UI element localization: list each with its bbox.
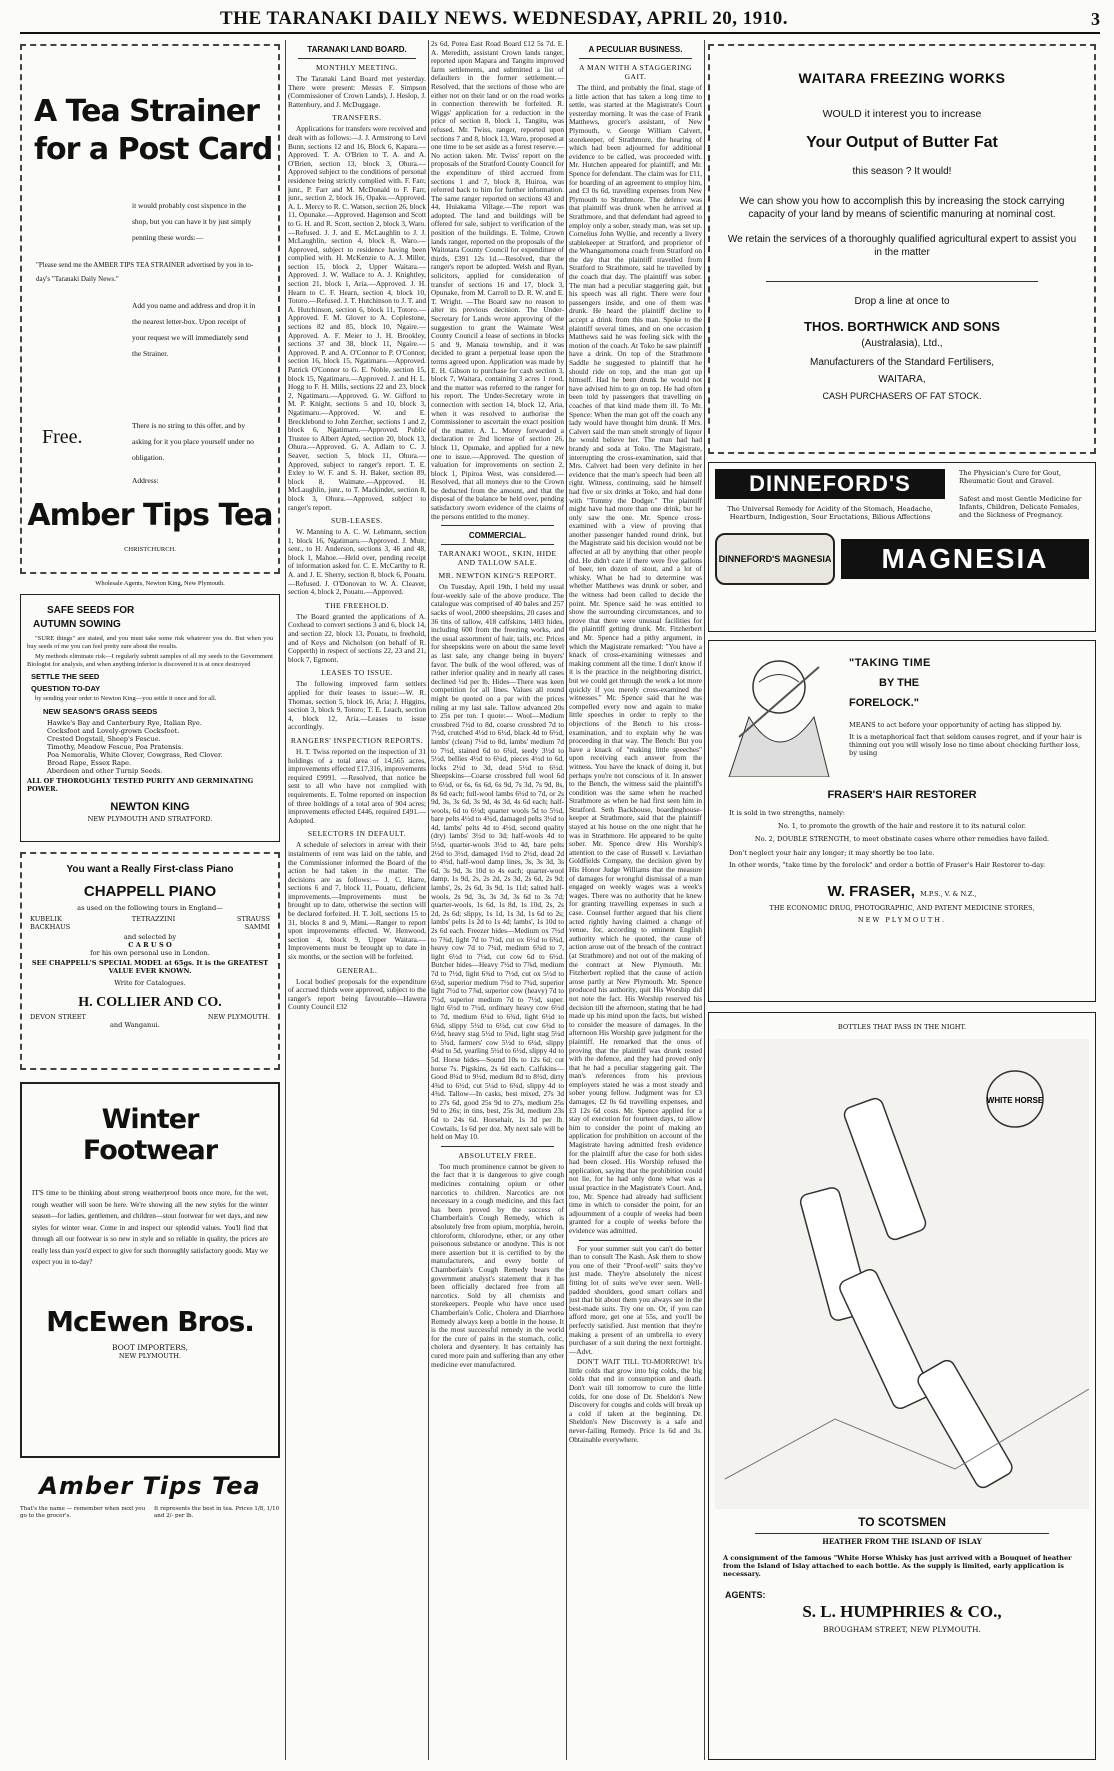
land-board-subleases: SUB-LEASES. <box>331 516 383 526</box>
fraser-p3: It is sold in two strengths, namely: <box>729 809 845 817</box>
masthead <box>20 6 1100 34</box>
tea-lead: it would probably cost sixpence in the shop, but you can have it by just simply penning these words:— <box>132 201 252 242</box>
tea-brand: Amber Tips Tea <box>27 498 273 533</box>
fraser-s2: No. 2, DOUBLE STRENGTH, to meet obstinate cases where other remedies have failed. <box>754 835 1050 843</box>
fraser-city: NEW PLYMOUTH. <box>857 916 947 924</box>
tea-city: CHRISTCHURCH. <box>124 546 176 553</box>
wool-sub: MR. NEWTON KING'S REPORT. <box>438 571 557 581</box>
amber-tips-strip <box>20 1472 280 1532</box>
bottle-icon <box>715 533 835 585</box>
sheldon-advt: DON'T WAIT TILL TO-MORROW! It's little colds that grow into big colds, the big colds that end in consumption and death. Don't wait till tomorrow to cure the little colds, for one dose of Dr. Sheldon's New Discovery for coughs and colds will break up a cold if taken at the beginning. Dr. Sheldon's New Discovery is a safe and never-failing Remedy. Price 1s 6d and 3s. Obtainable everywhere. <box>569 1357 702 1444</box>
footwear-brand: McEwen Bros. <box>46 1304 254 1338</box>
artist: SAMMI <box>244 923 270 931</box>
freezing-firm2: (Australasia), Ltd., <box>861 338 943 349</box>
whisky-body: A consignment of the famous "White Horse Whisky has just arrived with a Bouquet of heather from the Island of Islay attached to each bottle. As the supply is limited, early application is necessary. <box>723 1554 1072 1578</box>
land-board-default: SELECTORS IN DEFAULT. <box>307 829 407 839</box>
whisky-address: BROUGHAM STREET, NEW PLYMOUTH. <box>823 1625 981 1634</box>
wool-report: On Tuesday, April 19th, I held my usual four-weekly sale of the above produce. The catalogue was comprised of 40 bales and 257 sacks of wool, 2000 sheepskins, 20 cases and 36 tins of tallow, 418 calfskins, 1403 hides, including 600 from the freezing works, and the usual assortment of hair, tails, etc. Prices for sheepskins were on about the same level as last sale, any change being in buyers' favor. The bulk of the wool offered, was of rather inferior quality and in nearly all cases declined ½d per lb. Hides—There was keen competition for all lines. Values all round might be quoted on a par with the prices ruling at my last sale. Tallow advanced 20s to 25s per ton. I quote:— Wool—Medium crossbred 7½d to 8d, coarse crossbred 7d to 7½d, crutched 4½d to 6½d, black 4d to 6½d, lambs' (clean) 7½d to 8d, lambs' medium 7d to 7½d, stained 6d to 6¾d, seedy 3½d to 5½d, bellies 4½d to 6¼d, pieces 4½d to 6d, locks 2½d to 3d, dead 5½d to 6½d. Sheepskins—Coarse crossbred full wool 6d to 6½d, or 6s, 6s 6d, 6s 9d, 7s 3d, 7s 9d, 8s, 8s 6d each; full-wool lambs 6½d to 7d, or 2s 9d, 3s, 3s 6d, 3s 9d, 4s 3d, 4s 6d each; half-wools, 6d to 6½d; quarter wools 5d to 5½d, bare pelts 4½d to 4¾d, damaged pelts 3½d to 4d, lambs' pelts 4d to 4½d, second quality (dry) lambs' 3½d to 3d; half-wools 4d to 5½d, quarter-wools 3½d to 4d, bare pelts 2½d to 3½d, damaged 1½d to 2½d, dead 2d to 4½d, half-wool damp lines, 3s, 3s 3d, 3s 6d, 3s 9d, 3s 10d to 4s each; quarter-wool damp, 1s 9d, 2s, 2s 2d, 2s 3d, 2s 6d, 2s 9d; lambs', 2s, 2s 6d, 3s 9d, 1s 11d; salted half-wools, 2s 9d, 3s, 3s 3d, 3s 6d to 3s 7d; quarter-wools, 1s 6d, 1s 8d, 1s 10d, 2s, 2s 2d, 2s 6d; slippy, 1s 1d, 1s 3d, 1s 6d to 2s; lambs' pelts 1s 2d to 1s 4d; lambs', 1s 10d to 2s 6d each. Freezer hides—Medium ox 7½d to 7¾d, light 7d to 7½d, cut ox 6½d to 6¾d, heavy cow 7d to 7¼d, medium 6¾d to 7, light 6½d to 7¼d, cut cow 6d to 6½d. Butcher hides—Heavy 7½d to 7⅞d, medium 7d to 7½d, light 6¾d to 7½d, cut ox 5½d to 6½d, superior medium 7½d to 7¾d, superior light 7½d to 7⅞d, superior cow (heavy) 7d to 7½d, superior medium 7d to 7½d, super. light 6½d to 7½d, ordinary heavy cow 6½d to 7d, medium 6¼d to 6¾d, light 6½d to 6¾d, slippy 5½d to 6½d, cut cow 6¾d to 6½d, heavy stag 5½d to 5¾d, light stag 5¼d to 5¾d, farmers' cow 5½d to 6¼d, slippy 4¼d to 5d, yearling 5½d to 6½d, slippy 4d to 5d. Horse hides—Sound 10s to 12s 6d; cut horse 7s. Pigskins, 2s 6d each. Calfskins—Good 8¼d to 9½d, medium 8d to 8½d, dirty 4¾d to 6½d, cut 5¼d to 6¾d, slippy 4d to 4¾d. Tallow—In casks, best mixed, 27s 3d to 27s 6d, good 25s 9d to 27s, medium 25s 9d to 26s; in tins, best, 25s 3d, medium 23s 6d to 24s 6d. Horsehair, 1s 3d per lb. Cowtails, 1s 6d per doz. My next sale will be held on May 10. <box>431 582 564 1142</box>
free-body: Too much prominence cannot be given to the fact that it is dangerous to give cough medicines containing opium or other narcotics to children. Narcotics are not necessary in a cough medicine, and this fact has been proved by the success of Chamberlain's Cough Remedy, which is absolutely free from opium, morphia, heroin, chloroform, chlorodyne, ether, or any other poisonous substance or anodyne. This is not mere assertion but it is certified to by the manufacturers, and every bottle of Chamberlain's Cough Remedy bears the government analyst's statement that it has been officially declared free from all narcotics. Sold by all chemists and storekeepers. People who have once used Chamberlain's Colic, Cholera and Diarrhoea Remedy always keep a bottle in the house. It is the most successful remedy in the world for the cure of pains in the stomach, colic, cholera and dysentery. It has certainly has cured more pain and suffering than any other medicine ever manufactured. <box>431 1161 564 1369</box>
piano-artists <box>30 915 270 931</box>
land-board-cont-p1: 2s 6d, Potea East Road Board £12 5s 7d. E. A. Meredith, assistant Crown lands ranger, reported upon Mapara and Tangitu improved farm settlements, and submitted a list of defaulters in the former settlement.—Resolved, that the sections of those who are either not on their land or on the road works in connection therewith be forfeited. R. Wiggs' application for a reduction in the price of section 8, block 1, Tangitu, was refused. Mr. Twiss, ranger, reported upon sections 7 and 8, block 13, Waro, proposed at one time to be set aside as a forest reserve.—No action taken. Mr. Twiss' report on the proposals of the Stratford County Council for the expenditure of third accrued from sections 1 and 7, block 8, Huiroa, was referred back to him for further information. The same ranger reported on sections 43 and 44, Huiakama Village.—The report was adopted. The land and buildings will be offered for sale, subject to verification of the position of the buildings. E. Tolme, Crown lands ranger, reported on the proposals of the Waitotara County Council for expenditure of thirds, £391 12s 1d.—Resolved, that the ranger's report be adopted. Welsh and Ryan, solicitors, applied for consideration of transfer of sections 16 and 17, block 3, Opunake, from M. Carroll to D. R. W. and E. T. Wright. —The Board saw no reason to alter its previous decision. The Under-Secretary for Lands wrote approving of the suggestion to grant the Waimate West County Council a lease of sections in blocks 5 and 9, Manaia township, and it was decided to grant a perpetual lease upon the terms agreed upon. Application was made by E. H. Gibson to purchase for cash section 3, block 7, Waitara, containing 3 acres 1 rood, and the matter was referred to the ranger for his report. The Under-Secretary wrote in connection with section 14, block 12, Aria, when it was resolved to authorise the Commissioner to ascertain the exact position of the matter. A. L. Morey forwarded a declaration re 2nd license of section 26, block 11, Opunake, and applied for a new one to issue.—Approved. The question of valuation for improvements on section 2, block 1, Pipiroa West, was considered.—Resolved, that all moneys due to the Crown be deducted from the amount, and that the disposal of the balance be held over, pending satisfactory sworn evidence of the claims of the persons entitled to the money. <box>431 40 564 521</box>
land-board-sub: MONTHLY MEETING. <box>316 63 398 72</box>
footwear-headline: Winter Footwear <box>82 1104 218 1166</box>
freezing-q1: WOULD it interest you to increase <box>822 108 982 120</box>
piano-city: NEW PLYMOUTH. <box>207 1013 270 1021</box>
seeds-ad <box>20 594 280 842</box>
fraser-product: FRASER'S HAIR RESTORER <box>827 789 977 801</box>
flying-bottles-icon <box>715 1039 1089 1509</box>
freezing-q2: Your Output of Butter Fat <box>806 134 998 151</box>
dinneford-right-top: The Physician's Cure for Gout, Rheumatic Gout and Gravel. <box>959 469 1062 485</box>
dinneford-magnesia: MAGNESIA <box>841 539 1089 579</box>
land-board-p5: The following improved farm settlers applied for their leases to issue:—W. R. Thomas, section 5, block 16, Aria; J. Higgins, section 3, block 9, Totoro; T. E. Leach, section 4, block 12, Aria.—Leases to issue accordingly. <box>288 679 426 732</box>
piano-used: as used on the following tours in England— <box>77 904 223 912</box>
seeds-brand: NEWTON KING <box>110 801 190 813</box>
dinneford-left-text: The Universal Remedy for Acidity of the Stomach, Headache, Heartburn, Indigestion, Sour Eructations, Bilious Affections <box>727 505 933 521</box>
whisky-title: BOTTLES THAT PASS IN THE NIGHT. <box>837 1023 967 1031</box>
dinneford-right-text: Safest and most Gentle Medicine for Infants, Children, Delicate Females, and the Sickness of Pregnancy. <box>959 495 1082 519</box>
seeds-intro: "SURE things" are stated, and you must take some risk whatever you do. But when you buy seeds of me you can feel pretty sure about the results. <box>27 635 273 650</box>
seeds-grass-title: NEW SEASON'S GRASS SEEDS <box>43 707 158 716</box>
fraser-name: W. FRASER, <box>827 883 915 900</box>
fraser-s1: No. 1, to promote the growth of the hair and restore it to its natural color. <box>777 822 1027 830</box>
whisky-heading: TO SCOTSMEN <box>858 1515 946 1529</box>
tea-agents: Wholesale Agents, Newton King, New Plymouth. <box>95 580 225 587</box>
land-board-continued <box>431 40 564 1760</box>
seeds-order: by sending your order to Newton King—you settle it once and for all. <box>35 695 217 702</box>
land-board-title: TARANAKI LAND BOARD. <box>307 45 407 54</box>
piano-see: SEE CHAPPELL'S SPECIAL MODEL at 65gs. It is the GREATEST VALUE EVER KNOWN. <box>31 959 269 975</box>
dinneford-ad <box>708 462 1096 632</box>
piano-branch: and Wanganui. <box>110 1021 160 1029</box>
fraser-p2: It is a metaphorical fact that seldom causes regret, and if your hair is thinning out you will wisely lose no time about checking further loss, by using <box>849 733 1082 757</box>
seeds-method: My methods eliminate risk—I regularly submit samples of all my seeds to the Government Biologist for analysis, and when anything inferior is discovered it is at once destroyed <box>27 653 273 668</box>
seeds-settle-1: SETTLE THE SEED <box>31 672 100 681</box>
freezing-line1: Manufacturers of the Standard Fertilisers, <box>810 357 994 368</box>
footwear-sub: BOOT IMPORTERS, <box>111 1342 189 1352</box>
land-board-p6: H. T. Twiss reported on the inspection of 31 holdings of a total area of 14,565 acres, improvements effected £17,316, improvements required £9991. —Resolved, that notice be sent to all who have not complied with requirements. E. Tolme reported on inspection of three holdings of a total area of 904 acres; improvements effected £446, required £491.—Adopted. <box>288 746 426 825</box>
land-board-p8: Local bodies' proposals for the expenditure of accrued thirds were approved, subject to the ranger's report being favourable—Hawera County Council £32 <box>288 976 426 1012</box>
piano-ad <box>20 852 280 1070</box>
seeds-title-2: AUTUMN SOWING <box>33 619 121 630</box>
fraser-p4: Don't neglect your hair any longer; it may shortly be too late. <box>729 849 935 857</box>
dinneford-brand: DINNEFORD'S <box>715 469 945 499</box>
seeds-quality: ALL OF THOROUGHLY TESTED PURITY AND GERMINATING POWER. <box>27 777 254 793</box>
fraser-slogan-2: BY THE <box>879 677 920 689</box>
seeds-grass-list <box>47 719 273 775</box>
artist: STRAUSS <box>236 915 270 923</box>
fraser-ad <box>708 640 1096 1002</box>
commercial-title: COMMERCIAL. <box>468 531 527 541</box>
land-board-transfers: TRANSFERS. <box>332 113 382 123</box>
land-board-rangers: RANGERS' INSPECTION REPORTS. <box>290 735 424 745</box>
masthead-title: THE TARANAKI DAILY NEWS. WEDNESDAY, APRIL 20, 1910. <box>220 8 789 29</box>
whisky-firm: S. L. HUMPHRIES & CO., <box>802 1602 1002 1621</box>
freezing-drop: Drop a line at once to <box>854 296 950 307</box>
tea-headline-2: for a Post Card <box>34 132 273 167</box>
fraser-store: THE ECONOMIC DRUG, PHOTOGRAPHIC, AND PATENT MEDICINE STORES, <box>769 904 1035 912</box>
fraser-slogan-1: "TAKING TIME <box>849 657 931 669</box>
seeds-title-1: SAFE SEEDS FOR <box>47 605 135 616</box>
grass-item: Broad Rape, Essex Rape. <box>47 759 132 767</box>
amber-strip-left: That's the name — remember when next you go to the grocer's. <box>20 1506 146 1519</box>
piano-selected: and selected by <box>123 933 177 941</box>
grass-item: Poa Nemoralis, White Clover, Cowgrass, Red Clover. <box>47 751 223 759</box>
grass-item: Crested Dogstail, Sheep's Fescue. <box>47 735 161 743</box>
amber-strip-right: It represents the best in tea. Prices 1/8, 1/10 and 2/- per lb. <box>154 1506 280 1519</box>
seeds-settle-2: QUESTION TO-DAY <box>31 684 101 693</box>
piano-title: You want a Really First-class Piano <box>66 864 234 875</box>
tea-headline-1: A Tea Strainer <box>34 94 259 129</box>
wool-title: TARANAKI WOOL, SKIN, HIDE AND TALLOW SALE. <box>438 549 557 568</box>
fraser-quals: M.P.S., V. & N.Z., <box>920 890 977 898</box>
seeds-location: NEW PLYMOUTH AND STRATFORD. <box>87 815 213 823</box>
dinneford-bottle-label: DINNEFORD'S MAGNESIA <box>718 554 832 564</box>
tea-instructions: Add you name and address and drop it in the nearest letter-box. Upon receipt of your request we will immediately send the Strainer. <box>132 301 256 358</box>
tea-free: Free. <box>42 426 83 448</box>
old-man-icon <box>719 647 839 777</box>
tea-address-label: Address: <box>132 476 159 485</box>
land-board-p4: The Board granted the applications of A. Coxhead to convert sections 3 and 6, block 14, and section 22, block 13, Pouatu, to freehold, and of Keys and Nicholson (on behalf of R. Copperth) in respect of sections 22, 23 and 21, block 7, Egmont. <box>288 611 426 664</box>
artist: BACKHAUS <box>30 923 71 931</box>
freezing-title: WAITARA FREEZING WORKS <box>798 70 1006 86</box>
freezing-firm: THOS. BORTHWICK AND SONS <box>804 319 1000 334</box>
fraser-slogan-3: FORELOCK." <box>849 697 919 709</box>
tea-string-note: There is no string to this offer, and by asking for it you place yourself under no obligation. <box>132 421 254 462</box>
piano-caruso: C A R U S O <box>128 941 172 949</box>
free-title: ABSOLUTELY FREE. <box>458 1150 537 1160</box>
amber-strip-brand: Amber Tips Tea <box>39 1472 261 1500</box>
land-board-article <box>288 40 426 1760</box>
whisky-label: WHITE HORSE <box>986 1096 1044 1105</box>
footwear-body: IT'S time to be thinking about strong weatherproof boots once more, for the wet, rough weather will soon be here. We're showing all the new styles for the winter season—for ladies, gentlemen, and children—stout footwear for wet days, and new styles for winter wear. Come in and inspect our splendid values. You'll find that through all our footwear is so new in style and so reliable in quality, the prices are really less than you'd expect to give for such thoroughly satisfactory goods. May we expect you in to-day? <box>32 1189 268 1266</box>
freezing-line2: WAITARA, <box>878 374 926 385</box>
freezing-p2: We retain the services of a thoroughly qualified agricultural expert to assist you in the matter <box>727 234 1077 258</box>
freezing-q3: this season ? It would! <box>852 166 952 177</box>
grass-item: Cocksfoot and Lovely-grown Cocksfoot. <box>47 727 180 735</box>
land-board-p2: Applications for transfers were received and dealt with as follows:—J. J. Armstrong to Levi Bunn, sections 12 and 16, Block 6, Kapara.—Approved. T. A. O'Brien to T. A. and A. O'Brien, section 13, block 3, Ohura.—Approved subject to the conditions of personal residence being strictly complied with. F. Farr, junr., P. Farr and M. McDonald to F. Farr, junr., section 2, block 16, Opaku.—Approved. A. L. Mercy to R. C. Watson, section 26, block 11, Opunake.—Approved. Hagenson and Scott to G. H. and R. Scott, section 2, block 3, Waro.—Refused. J. J. and E. McLaughlin to J. J. McLaughlin, section 4, block 8, Waro.—Approved, subject to residence having been complied with. H. McKenzie to A. J. Miller, section 15, block 2, Upper Waitara.—Approved. J. W. Wallace to A. J. Knightley, section 21, block 1, Aria.—Approved. J. H. Hearn to C. F. Hearn, section 4, block 10, Totoro.—Refused. J. T. Hutchinson to J. T. and A. Hutchinson, section 6, block 11, Totoro.—Approved. F. M. Glover to A. Coplestone, sections 82 and 85, block 10, Ngaire.—Approved. A. F. Meier to J. H. Brookley, sections 37 and 38, block 11, Ngaire.—Approved. P. and A. O'Connor to P. O'Connor, section 16, block 15, Ngatimaru.—Approved. Patrick O'Connor to G. E. Noble, section 15, block 15, Ngatimaru.—Approved. J. and H. L. Hogg to F. H. Mills, sections 22 and 23, block 2, Ngatimaru.—Approved. G. W. Gifford to M. P. Knight, sections 5 and 10, block 3, Ngatimaru.—Approved. W. and E. Brecklebond to John Zercher, sections 1 and 2, block 6, Ngatimaru.—Approved. Public Trustee to Albert Apted, section 20, block 13, Ohura.—Approved. G. A. Adlam to C. J. Seaver, section 5, block 11, Ohura.—Approved, subject to ranger's report. T. E. Exley to W. F. and S. H. Baker, section 89, block 8, Waimate.—Approved. H. McLaughlin, junr., to T. Mackinder, section 8, block 3, Ohura.—Approved, subject to ranger's report. <box>288 124 426 512</box>
land-board-general: GENERAL. <box>336 965 378 975</box>
piano-dealer: H. COLLIER AND CO. <box>78 995 222 1010</box>
artist: TETRAZZINI <box>131 915 176 923</box>
page-number: 3 <box>1091 8 1100 29</box>
piano-write: Write for Catalogues. <box>114 979 186 987</box>
business-sub: A MAN WITH A STAGGERING GAIT. <box>579 63 692 81</box>
fraser-p1: MEANS to act before your opportunity of acting has slipped by. <box>849 721 1062 729</box>
freezing-works-ad <box>708 44 1096 454</box>
grass-item: Timothy, Meadow Fescue, Poa Pratensis. <box>47 743 184 751</box>
tea-quote: "Please send me the AMBER TIPS TEA STRAINER advertised by you in to-day's "Taranaki Daily News." <box>36 261 254 283</box>
land-board-p1: The Taranaki Land Board met yesterday. There were present: Messrs F. Simpson (Commissioner of Crown Lands), J. Heslop, J. Rattenbury, and J. McDuggage. <box>288 74 426 109</box>
grass-item: Hawke's Bay and Canterbury Rye, Italian Rye. <box>47 719 202 727</box>
freezing-p1: We can show you how to accomplish this by increasing the stock carrying capacity of your land by means of scientific manuring at nominal cost. <box>739 196 1065 220</box>
piano-street: DEVON STREET <box>30 1013 86 1021</box>
land-board-p7: A schedule of selectors in arrear with their instalments of rent was laid on the table, and the Commissioner informed the Board of the action he had taken in the matter. The decisions are as follows:— J. C. Harre, sections 6 and 7, block 11, Pouatu, deficient improvements.—Improvements must be brought up to date, otherwise the section will be declared forfeited. H. T. Joll, sections 15 to 31, blocks 8 and 9, Mimi.—Ranger to report upon improvements effected. W. Henwood, section 4, block 9, Upper Waitara.—Improvements must be brought up to date in six months, or the section will be forfeited. <box>288 840 426 962</box>
whisky-sub: HEATHER FROM THE ISLAND OF ISLAY <box>822 1537 982 1546</box>
piano-own-use: for his own personal use in London. <box>90 949 210 957</box>
artist: KUBELIK <box>30 915 62 923</box>
business-body: The third, and probably the final, stage of a little action that has taken a long time to settle, was started at the Magistrate's Court yesterday morning. It was the case of Frank Matthews, grocer's assistant, of New Plymouth, v. George William Calvert, storekeeper, of Strathmore, the hearing of which had been adjourned for additional evidence to be called, was proceeded with. Mr. Hutchen appeared for plaintiff, and Mr. Spence for defendant. The claim was for £11, for boarding of an agreement to employ him, and £3 0s 6d, travelling expenses from New Plymouth to Strathmore. The defence was that plaintiff was drunk when he arrived at Strathmore, and that defendant had agreed to employ only a sober, steady man, was set up. Cornelius John Wyllie, and recently a livery stablekeeper at Stratford, and proprietor of the Whangamomona coach from Stratford on the day that the plaintiff travelled from Stratford to Strathmore, said he travelled by the coach that day. The plaintiff was sober. The man had a peculiar staggering gait, but his speech was all right. There were four passengers inside, and one of them was drunk. He heard the plaintiff decline to accept a drink from this man. Spoke to the plaintiff several times, and on one occasion Matthews said he was feeling sick with the motion of the coach. At Toko he saw plaintiff have a drink. On top of the Strathmore Saddle he suggested to plaintiff that he should ride on top, and the man got up himself. Had he been drunk he would not have advised him to go on top. He had often been told by passengers that travelling on coaches of that kind made them ill. To Mr. Spence: When the man got off the coach any lady would have thought him drunk. If Mrs. Calvert said the man smelt strongly of liquor he would believe her. The man had had brandy and soda at Toko. The Magistrate, interrupting the cross-examination, said that Mrs. Calvert had been very definite in her evidence that the man's speech had been all right. Witness, continuing, said he himself had five or six drinks at Toko, and had done with "Tommy the Dodger." The plaintiff might have had more than one drink, but he only saw the one. Mr. Spence cross-examined with a view of proving that another passenger handed round drink, but the Magistrate said his decision would not be affected at all by anything that other people did. He didn't care if there were five gallons of beer, ten dozen of stout, and a lot of whisky. What he had to determine was whether Matthews was drunk or sober, and the witness had been called to decide the point. Mr. Spence said he was entitled to show the surrounding circumstances, and to prove that there were unusual facilities for the plaintiff getting drunk. Mr. Fitzherbert and Mr. Spence had a pithy argument, in which the Magistrate remarked: "You have a knack of cross-examining witnesses and making comment all the time. I don't know if it is the practice in the neighboring district, but we could get through the work a lot more quickly if you merely cross-examined the witnesses." Mr. Spence said that he was compelled every now and again to make little speeches in order to reply to the objections of the Bench to his cross-examination, and to explain why he was proceeding in that way. The Bench: But you have a knack of "making little speeches" upon receiving each answer from the witness. You have the knack of doing it, but perhaps you're not conscious of it. In answer to the Bench, the witness said the plaintiff's condition was the same when he reached Strathmore as when he had first seen him in Stratford. Seth Backhouse, boardinghouse-keeper at Strathmore, said that the plaintiff stayed at his house on the one night that he was in Strathmore. He appeared to be quite sober. Mr. Spence drew His Worship's attention to the case of Russell v. Leviathan Goldfields Company, the decision given by His Honor Judge Williams that the measure of damages for wrongful dismissal of a man engaged on weekly wages was a week's wages. There was no authority that he knew for granting travelling expenses in such a case. Counsel further argued that his client acted rightly having claimed a change of venue, for, according to eminent English authority which he quoted, the cause of action arose out of the breach of the contract (at Strathmore) and not out of the making of the contract at New Plymouth. Mr. Fitzherbert replied that the cause of action arose partly at New Plymouth. Mr. Spence produced his authority, quit His Worship did not note the fact. His Worship reserved his decision till the afternoon, stating that he had made up his mind upon the facts, but wished to consider the measure of damages. In the afternoon His Worship gave judgment for the plaintiff. He remarked that the onus of proving that the plaintiff was drunk rested with the defence, and they had proved only that he had a peculiar staggering gait. The man's references from his previous employers stated he was a most steady and sober young fellow. Judgment was for £3 damages, £2 0s 6d travelling expenses, and £3 12s 6d costs. Mr. Spence applied for a stay of execution for fourteen days, to allow him to consider the point of making an application for prohibition on account of the Magistrate having admitted fresh evidence for the plaintiff after the case for both sides had been closed. His Worship refused the application, saying that the prohibition could not lie, for he had only done what was a usual practice in the Magistrate's Court. And, too, Mr. Spence had already had sufficient time in which to consider the point, for an adjournment of a couple of weeks had been granted for a couple of weeks before the evidence was admitted. <box>569 83 702 1235</box>
white-horse-ad <box>708 1012 1096 1760</box>
piano-brand: CHAPPELL PIANO <box>83 883 217 900</box>
business-article <box>569 40 702 1760</box>
freezing-line3: CASH PURCHASERS OF FAT STOCK. <box>822 391 982 401</box>
fraser-p5: In other words, "take time by the forelock" and order a bottle of Fraser's Hair Restorer to-day. <box>729 861 1046 869</box>
footwear-city: NEW PLYMOUTH. <box>118 1351 182 1360</box>
tea-strainer-ad <box>20 44 280 574</box>
grass-item: Aberdeen and other Turnip Seeds. <box>47 767 163 775</box>
whisky-agents: AGENTS: <box>725 1590 766 1600</box>
footwear-ad <box>20 1082 280 1458</box>
kash-advt: For your summer suit you can't do better than to consult The Kash. Ask them to show you one of their "Proof-well" suits they've just made. They're absolutely the nicest fitting lot of suits we've ever seen. Well-padded shoulders, good smart collars and just that bit about them you always see in the best-made suits. Try one on. Or, if you can afford more, get one at 55s, and you'll be perfectly satisfied. Just mention that they're making a present of an umbrella to every purchaser of a suit during the next fortnight.—Advt. <box>569 1243 702 1356</box>
land-board-leases: LEASES TO ISSUE. <box>321 668 393 678</box>
land-board-freehold: THE FREEHOLD. <box>325 600 389 610</box>
land-board-p3: W. Manning to A. C. W. Lehmann, section 1, block 16, Ngatimaru.—Approved. J. Muir, senr., to H. Anderson, sections 3, 46 and 48, block 1, Mahoe.—Held over, pending receipt of information asked for. C. E. McCarthy to R. A. and J. E. Sherry, section 8, block 6, Pouatu.—Refused. J. O'Donovan to W. A. Cleaver, section 4, block 2, Pouatu.—Approved. <box>288 527 426 597</box>
business-title: A PECULIAR BUSINESS. <box>588 45 683 54</box>
